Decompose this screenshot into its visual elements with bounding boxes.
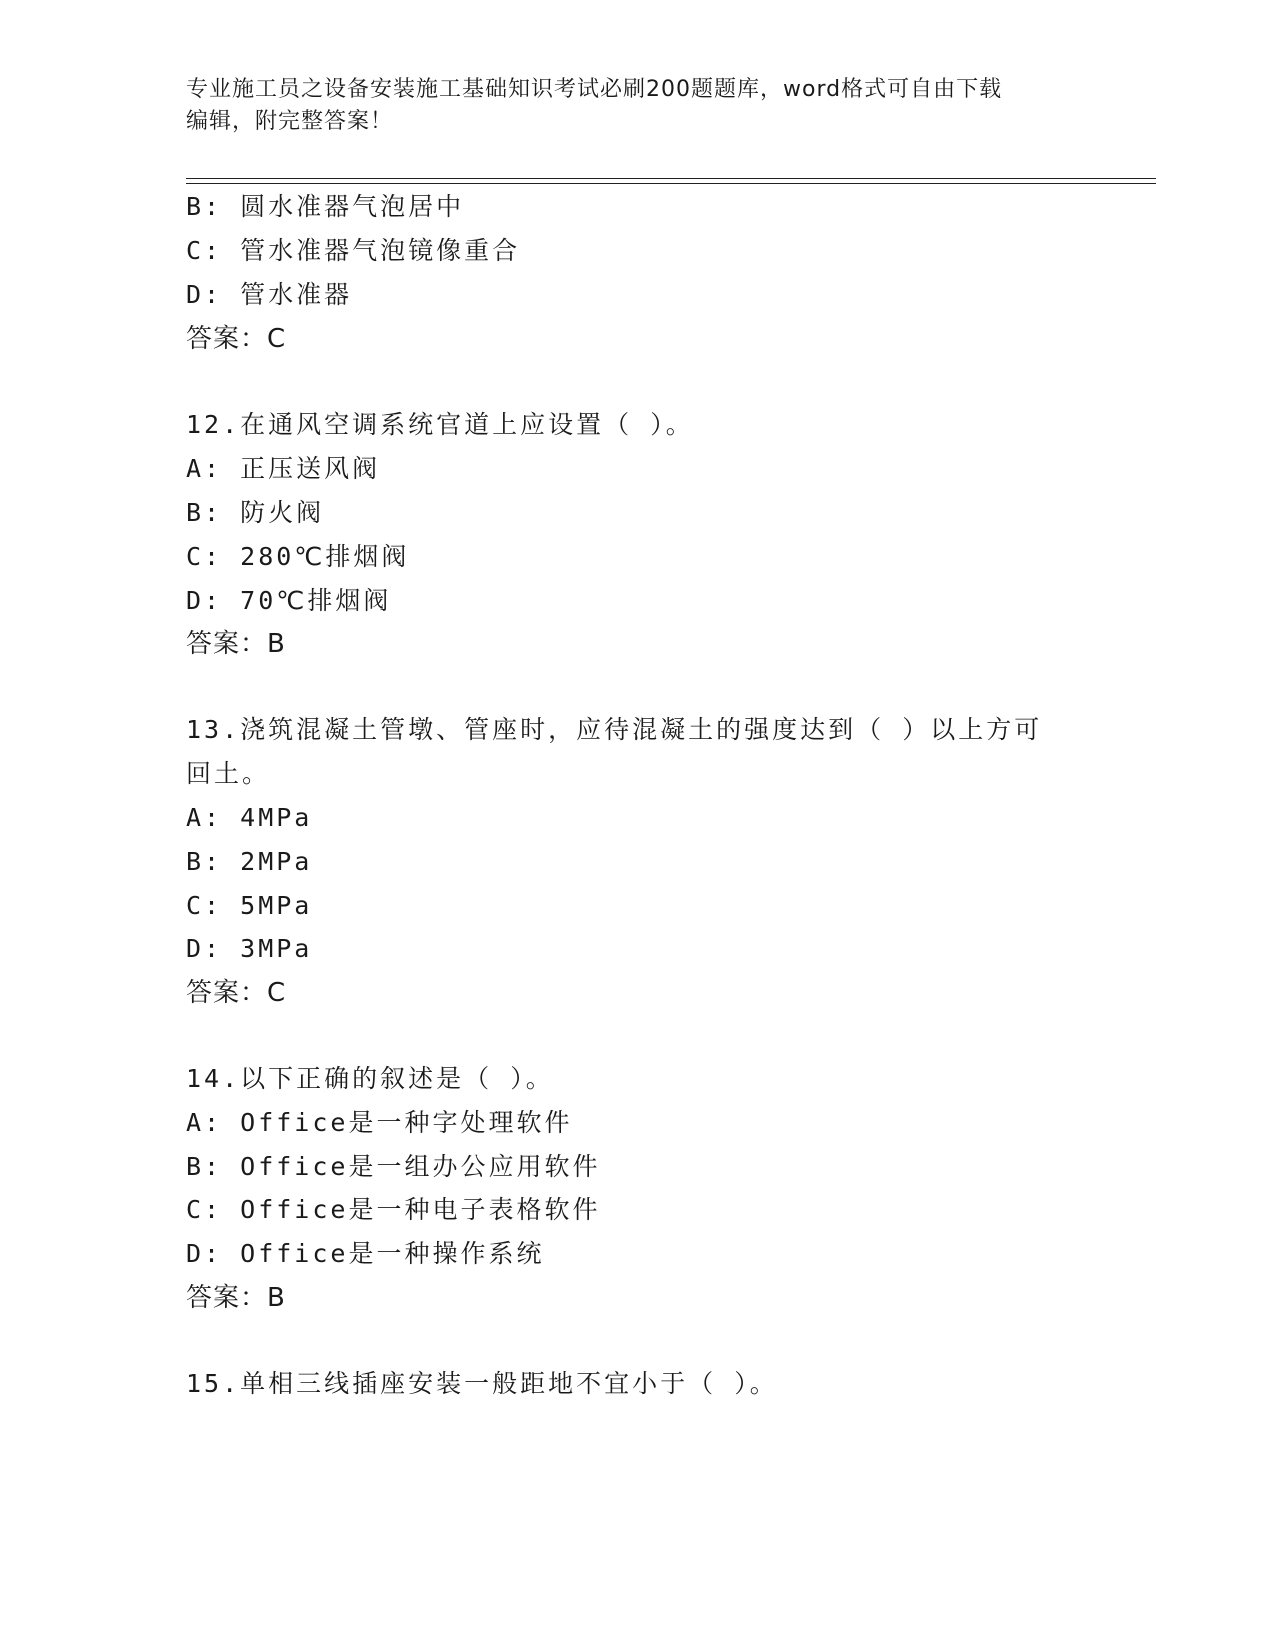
q13-option-c: C: 5MPa [186,891,313,920]
q13-option-d: D: 3MPa [186,934,313,963]
q12-option-d: D: 70℃排烟阀 [186,586,392,615]
q13-stem-line-2: 回土。 [186,759,271,788]
q14-option-b: B: Office是一组办公应用软件 [186,1152,601,1181]
q11-option-d: D: 管水准器 [186,280,353,309]
q15-stem: 15.单相三线插座安装一般距地不宜小于（ ）。 [186,1369,778,1398]
q12-option-c: C: 280℃排烟阀 [186,542,410,571]
document-header [186,74,1086,138]
q12-stem: 12.在通风空调系统官道上应设置（ ）。 [186,410,694,439]
q14-option-c: C: Office是一种电子表格软件 [186,1195,601,1224]
q13-answer: 答案：C [186,978,287,1008]
q13-option-a: A: 4MPa [186,803,313,832]
q12-option-a: A: 正压送风阀 [186,454,381,483]
q13-option-b: B: 2MPa [186,847,313,876]
q14-stem: 14.以下正确的叙述是（ ）。 [186,1064,554,1093]
q11-option-c: C: 管水准器气泡镜像重合 [186,236,521,265]
header-line-2: 编辑，附完整答案！ [186,109,394,134]
q14-answer: 答案：B [186,1283,286,1313]
q14-option-d: D: Office是一种操作系统 [186,1239,545,1268]
q11-answer: 答案：C [186,324,287,354]
q14-option-a: A: Office是一种字处理软件 [186,1108,573,1137]
q11-option-b: B: 圆水准器气泡居中 [186,192,465,221]
header-divider-bottom [186,183,1156,184]
q13-stem-line-1: 13.浇筑混凝土管墩、管座时，应待混凝土的强度达到（ ）以上方可 [186,715,1043,744]
header-line-1: 专业施工员之设备安装施工基础知识考试必刷200题题库，word格式可自由下载 [186,77,1003,102]
q12-answer: 答案：B [186,629,286,659]
q12-option-b: B: 防火阀 [186,498,325,527]
header-divider-top [186,178,1156,179]
